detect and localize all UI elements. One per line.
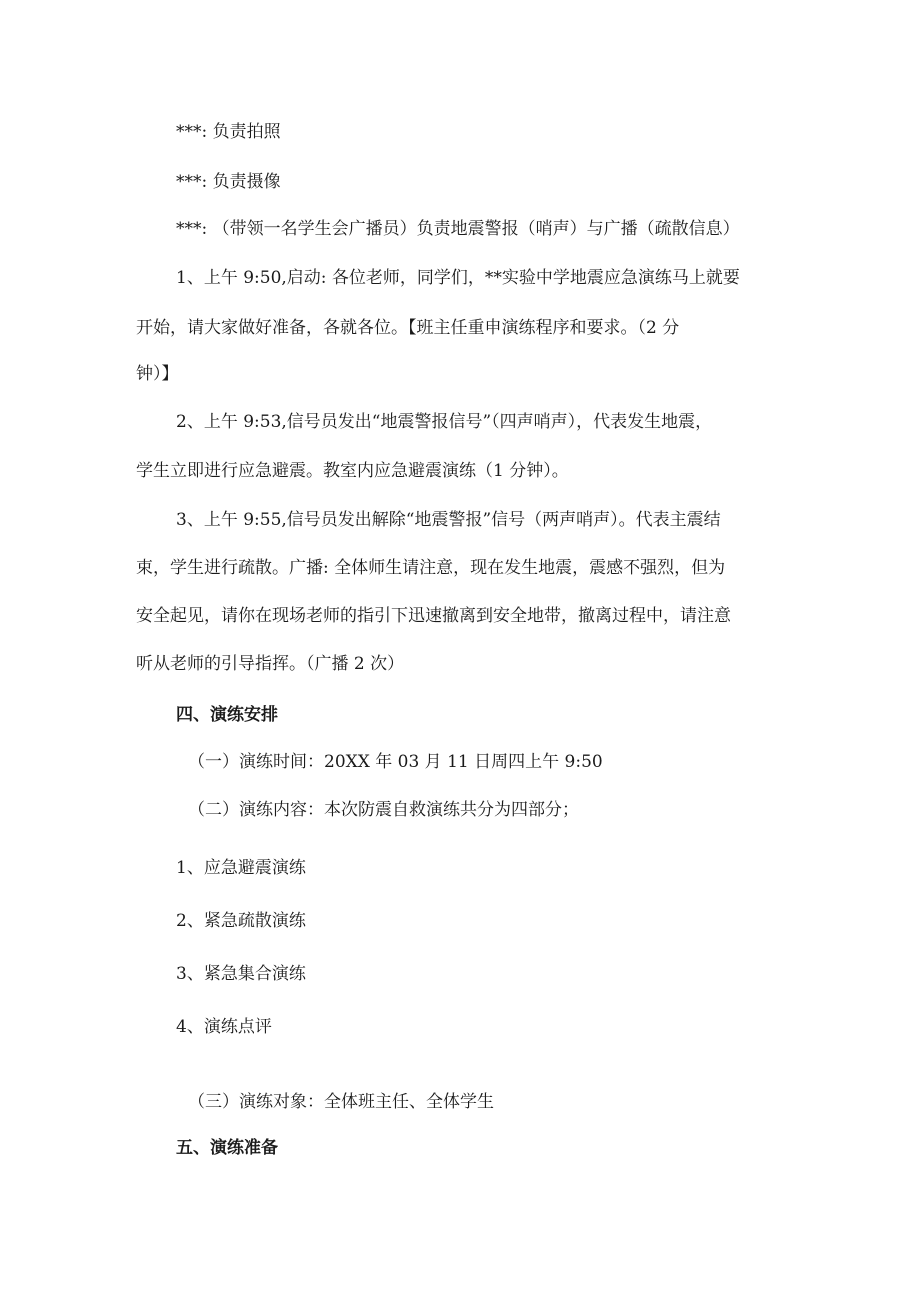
section4-time: （一）演练时间：20XX 年 03 月 11 日周四上午 9:50 (188, 752, 603, 772)
section5-heading: 五、演练准备 (176, 1138, 278, 1158)
step3-line3: 安全起见，请你在现场老师的指引下迅速撤离到安全地带，撤离过程中，请注意 (136, 606, 731, 626)
step2-line1: 2、上午 9:53,信号员发出“地震警报信号”（四声哨声），代表发生地震， (176, 412, 713, 432)
step1-line3: 钟）】 (136, 364, 179, 384)
section4-target: （三）演练对象：全体班主任、全体学生 (188, 1092, 494, 1112)
section4-part-4: 4、演练点评 (176, 1017, 272, 1037)
section4-part-3: 3、紧急集合演练 (176, 964, 306, 984)
section4-part-1: 1、应急避震演练 (176, 858, 306, 878)
section4-content: （二）演练内容：本次防震自救演练共分为四部分； (188, 800, 579, 820)
step2-line2: 学生立即进行应急避震。教室内应急避震演练（1 分钟）。 (136, 461, 569, 481)
step1-line1: 1、上午 9:50,启动: 各位老师，同学们，**实验中学地震应急演练马上就要 (176, 268, 740, 288)
step3-line2: 束，学生进行疏散。广播: 全体师生请注意，现在发生地震，震感不强烈，但为 (136, 558, 726, 578)
staff-broadcast-line: ***: （带领一名学生会广播员）负责地震警报（哨声）与广播（疏散信息） (176, 219, 740, 239)
staff-video-line: ***: 负责摄像 (176, 172, 281, 192)
section4-part-2: 2、紧急疏散演练 (176, 911, 306, 931)
staff-photo-line: ***: 负责拍照 (176, 122, 281, 142)
step3-line4: 听从老师的引导指挥。（广播 2 次） (136, 654, 405, 674)
step3-line1: 3、上午 9:55,信号员发出解除“地震警报”信号（两声哨声）。代表主震结 (176, 510, 721, 530)
section4-heading: 四、演练安排 (176, 705, 278, 725)
step1-line2: 开始，请大家做好准备，各就各位。【班主任重申演练程序和要求。（2 分 (136, 318, 680, 338)
